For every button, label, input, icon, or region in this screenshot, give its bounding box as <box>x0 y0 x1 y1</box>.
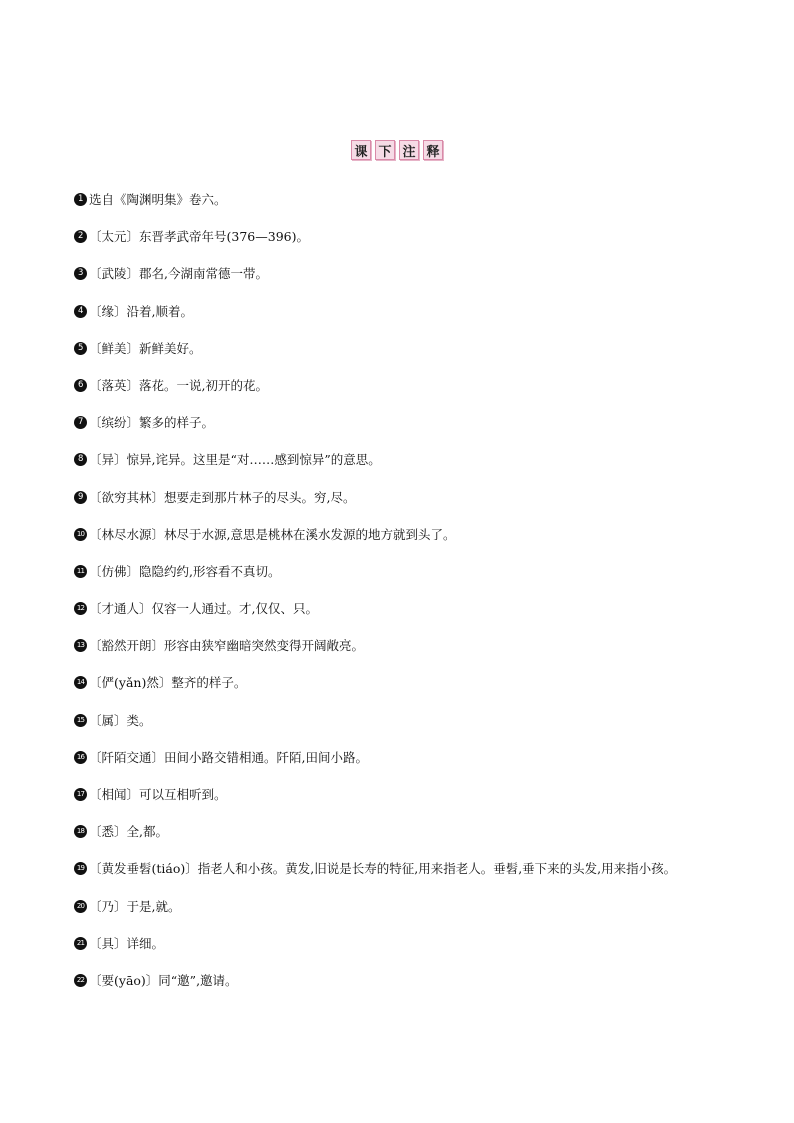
note-text: 〔具〕详细。 <box>89 935 165 951</box>
note-text: 〔豁然开朗〕形容由狭窄幽暗突然变得开阔敞亮。 <box>89 638 365 654</box>
note-number: 18 <box>74 825 87 838</box>
note-text: 〔黄发垂髫(tiáo)〕指老人和小孩。黄发,旧说是长寿的特征,用来指老人。垂髫,垂下来的头发,用来指小孩。 <box>89 861 677 877</box>
note-item <box>74 228 774 265</box>
note-item <box>74 191 774 228</box>
note-item <box>74 377 774 414</box>
note-text: 〔落英〕落花。一说,初开的花。 <box>89 377 268 393</box>
note-text: 〔仿佛〕隐隐约约,形容看不真切。 <box>89 563 281 579</box>
note-number: 12 <box>74 602 87 615</box>
note-text: 〔鲜美〕新鲜美好。 <box>89 340 202 356</box>
note-text: 〔异〕惊异,诧异。这里是“对……感到惊异”的意思。 <box>89 452 381 468</box>
title-char: 释 <box>423 140 443 160</box>
note-text: 选自《陶渊明集》卷六。 <box>89 192 227 207</box>
note-text: 〔欲穷其林〕想要走到那片林子的尽头。穷,尽。 <box>89 489 356 505</box>
note-item <box>74 898 774 935</box>
note-text: 〔太元〕东晋孝武帝年号(376—396)。 <box>89 229 309 245</box>
note-number: 17 <box>74 788 87 801</box>
note-text: 〔属〕类。 <box>89 712 152 728</box>
note-item <box>74 749 774 786</box>
note-text: 〔武陵〕郡名,今湖南常德一带。 <box>89 266 268 282</box>
note-number: 11 <box>74 565 87 578</box>
note-item <box>74 600 774 637</box>
note-number: 2 <box>74 230 87 243</box>
note-item <box>74 637 774 674</box>
note-number: 9 <box>74 491 87 504</box>
note-item <box>74 489 774 526</box>
note-item <box>74 786 774 823</box>
note-item <box>74 265 774 302</box>
note-item <box>74 303 774 340</box>
title-char: 注 <box>399 140 419 160</box>
note-item <box>74 972 774 1009</box>
note-text: 〔林尽水源〕林尽于水源,意思是桃林在溪水发源的地方就到头了。 <box>89 526 456 542</box>
note-item <box>74 674 774 711</box>
note-number: 19 <box>74 862 87 875</box>
note-item <box>74 526 774 563</box>
note-item <box>74 712 774 749</box>
note-text: 〔乃〕于是,就。 <box>89 898 181 914</box>
note-text: 〔俨(yǎn)然〕整齐的样子。 <box>89 675 247 691</box>
note-number: 5 <box>74 342 87 355</box>
note-number: 21 <box>74 937 87 950</box>
notes-list <box>74 191 774 1009</box>
note-number: 1 <box>74 193 87 206</box>
note-item <box>74 451 774 488</box>
note-number: 4 <box>74 305 87 318</box>
note-text: 〔缤纷〕繁多的样子。 <box>89 415 215 431</box>
note-text: 〔才通人〕仅容一人通过。才,仅仅、只。 <box>89 601 318 617</box>
note-number: 14 <box>74 676 87 689</box>
note-item <box>74 340 774 377</box>
section-title <box>0 140 794 160</box>
note-number: 20 <box>74 900 87 913</box>
note-text: 〔缘〕沿着,顺着。 <box>89 303 193 319</box>
note-text: 〔要(yāo)〕同“邀”,邀请。 <box>89 972 238 988</box>
note-item <box>74 823 774 860</box>
note-number: 16 <box>74 751 87 764</box>
note-item <box>74 860 774 897</box>
title-char: 课 <box>351 140 371 160</box>
note-number: 8 <box>74 453 87 466</box>
note-item <box>74 563 774 600</box>
note-number: 6 <box>74 379 87 392</box>
title-char: 下 <box>375 140 395 160</box>
note-item <box>74 414 774 451</box>
note-item <box>74 935 774 972</box>
note-number: 7 <box>74 416 87 429</box>
note-number: 22 <box>74 974 87 987</box>
note-text: 〔悉〕全,都。 <box>89 824 168 840</box>
note-number: 10 <box>74 528 87 541</box>
note-text: 〔阡陌交通〕田间小路交错相通。阡陌,田间小路。 <box>89 749 368 765</box>
note-number: 15 <box>74 714 87 727</box>
note-text: 〔相闻〕可以互相听到。 <box>89 787 227 802</box>
note-number: 13 <box>74 639 87 652</box>
note-number: 3 <box>74 267 87 280</box>
